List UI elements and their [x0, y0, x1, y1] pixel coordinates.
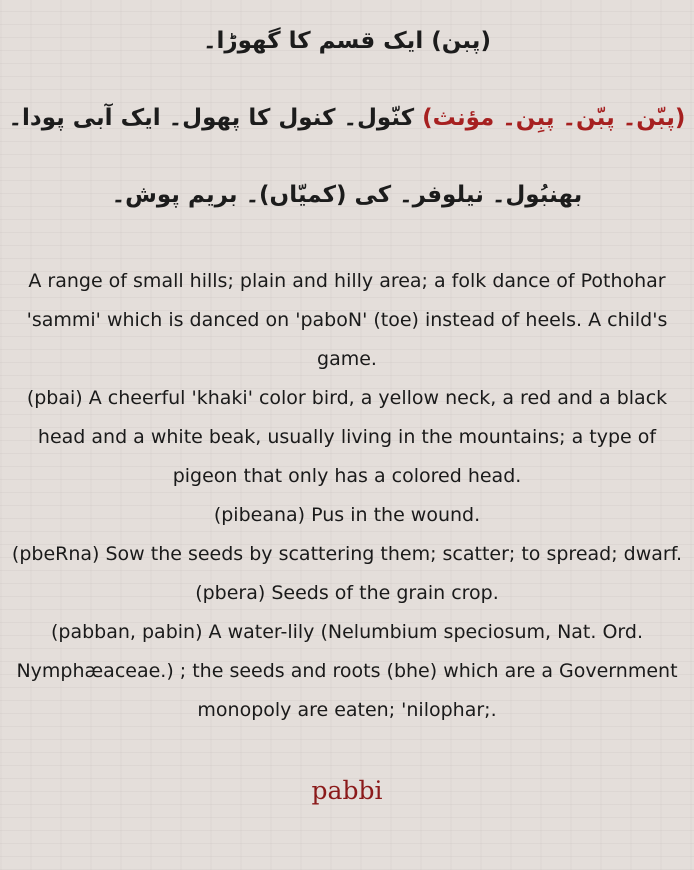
urdu-line-1-text: (پبن) ایک قسم کا گھوڑا۔: [203, 28, 491, 54]
urdu-line-2-gender-note: (پبّن۔ پبّن۔ پبِن۔ مؤنث): [422, 105, 686, 131]
urdu-line-3-text: بھنبُول۔ نیلوفر۔ کی (کمیّاں)۔ بریم پوش۔: [111, 182, 583, 208]
urdu-line-3: [0, 182, 694, 208]
definition-paragraph-5: (pbera) Seeds of the grain crop.: [195, 582, 499, 604]
definition-paragraph-4: (pbeRna) Sow the seeds by scattering them; scatter; to spread; dwarf.: [11, 543, 683, 565]
definition-paragraph-3: (pibeana) Pus in the wound.: [213, 504, 481, 526]
urdu-line-2-text: کنّول۔ کنول کا پھول۔ ایک آبی پودا۔: [8, 105, 415, 131]
definition-paragraph-2: (pbai) A cheerful 'khaki' color bird, a yellow neck, a red and a black head and a white beak, usually living in the mountains; a type of pigeon that only has a colored head.: [26, 387, 668, 487]
definition-paragraph-6: (pabban, pabin) A water-lily (Nelumbium speciosum, Nat. Ord. Nymphæaceae.) ; the seeds and roots (bhe) which are a Government monopoly are eaten; 'nilophar;.: [16, 621, 678, 721]
english-definition: [10, 262, 684, 730]
urdu-line-1: [0, 28, 694, 54]
definition-paragraph-1: A range of small hills; plain and hilly area; a folk dance of Pothohar 'sammi' which is danced on 'paboN' (toe) instead of heels. A child's game.: [26, 270, 668, 370]
entry-word: pabbi: [311, 776, 383, 805]
urdu-line-2: [0, 105, 694, 131]
